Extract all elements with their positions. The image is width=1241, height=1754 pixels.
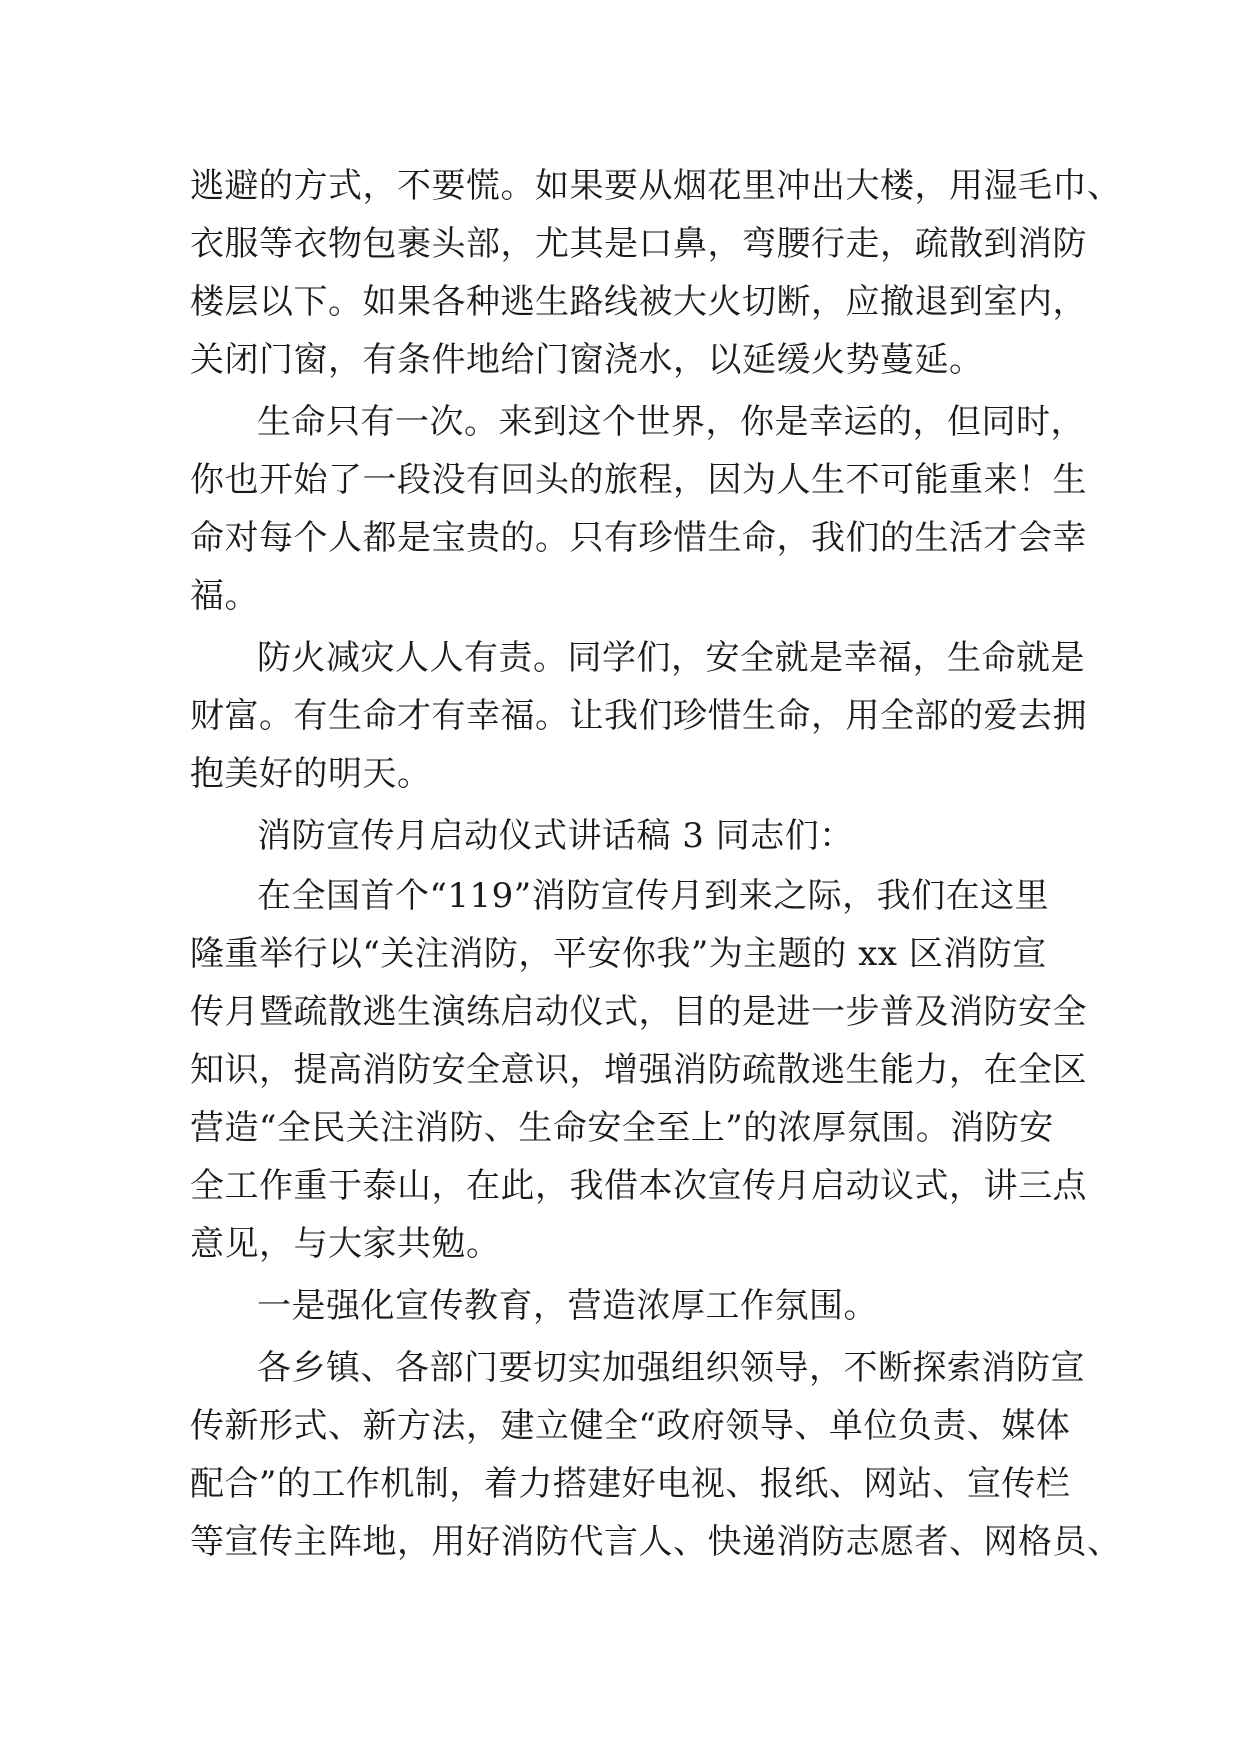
text-line: 传新形式、新方法，建立健全“政府领导、单位负责、媒体 bbox=[190, 1406, 1071, 1446]
text-line: 等宣传主阵地，用好消防代言人、快递消防志愿者、网格员、 bbox=[190, 1522, 1122, 1562]
text-line: 在全国首个“119”消防宣传月到来之际，我们在这里 bbox=[257, 876, 1050, 916]
text-line: 楼层以下。如果各种逃生路线被大火切断，应撤退到室内， bbox=[190, 282, 1087, 322]
text-line: 生命只有一次。来到这个世界，你是幸运的，但同时， bbox=[257, 402, 1085, 442]
text-line: 隆重举行以“关注消防，平安你我”为主题的 xx 区消防宣 bbox=[190, 934, 1047, 974]
text-line: 知识，提高消防安全意识，增强消防疏散逃生能力，在全区 bbox=[190, 1050, 1087, 1090]
text-line: 财富。有生命才有幸福。让我们珍惜生命，用全部的爱去拥 bbox=[190, 696, 1087, 736]
text-line: 意见，与大家共勉。 bbox=[190, 1224, 501, 1264]
subheading: 一是强化宣传教育，营造浓厚工作氛围。 bbox=[257, 1286, 878, 1326]
text-line: 营造“全民关注消防、生命安全至上”的浓厚氛围。消防安 bbox=[190, 1108, 1054, 1148]
text-line: 各乡镇、各部门要切实加强组织领导，不断探索消防宣 bbox=[257, 1348, 1085, 1388]
text-line: 全工作重于泰山，在此，我借本次宣传月启动议式，讲三点 bbox=[190, 1166, 1087, 1206]
text-line: 命对每个人都是宝贵的。只有珍惜生命，我们的生活才会幸 bbox=[190, 518, 1087, 558]
text-line: 传月暨疏散逃生演练启动仪式，目的是进一步普及消防安全 bbox=[190, 992, 1087, 1032]
text-line: 配合”的工作机制，着力搭建好电视、报纸、网站、宣传栏 bbox=[190, 1464, 1071, 1504]
text-line: 抱美好的明天。 bbox=[190, 754, 432, 794]
text-line: 你也开始了一段没有回头的旅程，因为人生不可能重来！生 bbox=[190, 460, 1087, 500]
text-line: 福。 bbox=[190, 576, 259, 616]
text-line: 衣服等衣物包裹头部，尤其是口鼻，弯腰行走，疏散到消防 bbox=[190, 224, 1087, 264]
text-line: 逃避的方式，不要慌。如果要从烟花里冲出大楼，用湿毛巾、 bbox=[190, 166, 1122, 206]
text-line: 关闭门窗，有条件地给门窗浇水，以延缓火势蔓延。 bbox=[190, 340, 984, 380]
section-heading: 消防宣传月启动仪式讲话稿 3 同志们： bbox=[257, 816, 854, 856]
text-line: 防火减灾人人有责。同学们，安全就是幸福，生命就是 bbox=[257, 638, 1085, 678]
